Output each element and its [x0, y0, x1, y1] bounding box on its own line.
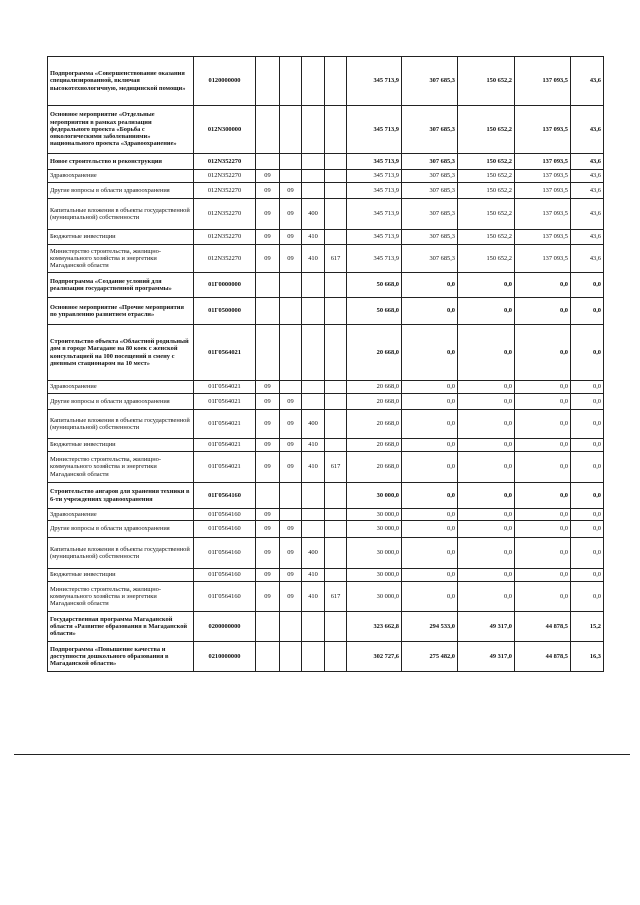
row-code-cell: 01Г0564160 [194, 509, 256, 521]
row-value-2-cell: 0,0 [402, 538, 458, 569]
row-expense-type-cell: 410 [302, 582, 325, 612]
row-name-cell: Основное мероприятие «Отдельные мероприятия в рамках реализации федерального проекта «Борьба с онкологическими заболеваниями» национального проекта «Здравоохранение» [48, 106, 194, 154]
row-value-4-cell: 137 093,5 [515, 106, 571, 154]
row-section-cell: 09 [256, 569, 280, 582]
row-expense-type-cell [302, 273, 325, 298]
row-section-cell: 09 [256, 245, 280, 273]
row-value-1-cell: 20 668,0 [347, 439, 402, 452]
row-subsection-cell [280, 57, 302, 106]
row-code-cell: 0210000000 [194, 642, 256, 672]
row-ministry-cell [325, 410, 347, 439]
row-code-cell: 012N352270 [194, 199, 256, 230]
row-subsection-cell [280, 154, 302, 170]
row-value-1-cell: 345 713,9 [347, 57, 402, 106]
row-expense-type-cell [302, 298, 325, 325]
row-value-4-cell: 0,0 [515, 452, 571, 483]
row-section-cell: 09 [256, 538, 280, 569]
row-name-cell: Подпрограмма «Совершенствование оказания специализированной, включая высокотехнологичную, медицинской помощи» [48, 57, 194, 106]
row-expense-type-cell [302, 154, 325, 170]
row-name-cell: Министерство строительства, жилищно-коммунального хозяйства и энергетики Магаданской области [48, 582, 194, 612]
row-value-1-cell: 20 668,0 [347, 381, 402, 394]
row-code-cell: 01Г0564160 [194, 582, 256, 612]
row-value-4-cell: 137 093,5 [515, 183, 571, 199]
row-value-4-cell: 0,0 [515, 394, 571, 410]
row-name-cell: Капитальные вложения в объекты государственной (муниципальной) собственности [48, 410, 194, 439]
row-code-cell: 01Г0000000 [194, 273, 256, 298]
row-value-1-cell: 50 668,0 [347, 298, 402, 325]
row-ministry-cell: 617 [325, 245, 347, 273]
row-ministry-cell [325, 381, 347, 394]
row-value-2-cell: 0,0 [402, 273, 458, 298]
row-expense-type-cell: 410 [302, 569, 325, 582]
row-value-1-cell: 345 713,9 [347, 154, 402, 170]
row-percent-cell: 15,2 [571, 612, 604, 642]
row-ministry-cell [325, 230, 347, 245]
row-value-4-cell: 137 093,5 [515, 199, 571, 230]
row-section-cell: 09 [256, 439, 280, 452]
row-value-4-cell: 0,0 [515, 538, 571, 569]
row-name-cell: Строительство объекта «Областной родильный дом в городе Магадане на 80 коек с женской консультацией на 100 посещений в смену с дневным стационаром на 10 мест» [48, 325, 194, 381]
row-expense-type-cell [302, 106, 325, 154]
row-subsection-cell [280, 170, 302, 183]
row-value-1-cell: 302 727,6 [347, 642, 402, 672]
table-row [48, 325, 604, 381]
row-subsection-cell: 09 [280, 521, 302, 538]
row-value-2-cell: 0,0 [402, 521, 458, 538]
row-subsection-cell: 09 [280, 410, 302, 439]
row-value-1-cell: 20 668,0 [347, 410, 402, 439]
row-value-4-cell: 0,0 [515, 509, 571, 521]
table-row [48, 170, 604, 183]
row-value-2-cell: 307 685,3 [402, 199, 458, 230]
row-value-2-cell: 0,0 [402, 452, 458, 483]
row-value-2-cell: 0,0 [402, 569, 458, 582]
row-value-1-cell: 30 000,0 [347, 582, 402, 612]
row-ministry-cell [325, 394, 347, 410]
row-expense-type-cell: 410 [302, 230, 325, 245]
row-percent-cell: 0,0 [571, 298, 604, 325]
row-section-cell [256, 483, 280, 509]
row-value-1-cell: 30 000,0 [347, 509, 402, 521]
row-expense-type-cell [302, 381, 325, 394]
row-subsection-cell: 09 [280, 394, 302, 410]
table-row [48, 452, 604, 483]
row-subsection-cell: 09 [280, 183, 302, 199]
row-value-4-cell: 0,0 [515, 483, 571, 509]
table-row [48, 154, 604, 170]
row-ministry-cell: 617 [325, 452, 347, 483]
row-value-3-cell: 0,0 [458, 439, 515, 452]
row-value-1-cell: 50 668,0 [347, 273, 402, 298]
row-value-3-cell: 150 652,2 [458, 183, 515, 199]
row-name-cell: Бюджетные инвестиции [48, 569, 194, 582]
row-percent-cell: 0,0 [571, 381, 604, 394]
row-ministry-cell [325, 298, 347, 325]
row-name-cell: Государственная программа Магаданской области «Развитие образования в Магаданской области» [48, 612, 194, 642]
row-value-2-cell: 307 685,3 [402, 170, 458, 183]
row-expense-type-cell [302, 642, 325, 672]
row-value-2-cell: 307 685,3 [402, 230, 458, 245]
row-ministry-cell [325, 439, 347, 452]
row-percent-cell: 43,6 [571, 199, 604, 230]
row-section-cell: 09 [256, 582, 280, 612]
row-section-cell [256, 273, 280, 298]
row-ministry-cell [325, 521, 347, 538]
row-value-1-cell: 323 662,8 [347, 612, 402, 642]
table-row [48, 521, 604, 538]
row-ministry-cell [325, 183, 347, 199]
row-code-cell: 01Г0500000 [194, 298, 256, 325]
row-percent-cell: 0,0 [571, 273, 604, 298]
row-percent-cell: 0,0 [571, 538, 604, 569]
row-value-3-cell: 0,0 [458, 298, 515, 325]
row-name-cell: Капитальные вложения в объекты государственной (муниципальной) собственности [48, 538, 194, 569]
row-section-cell: 09 [256, 381, 280, 394]
row-value-1-cell: 20 668,0 [347, 394, 402, 410]
row-value-4-cell: 0,0 [515, 381, 571, 394]
row-subsection-cell: 09 [280, 582, 302, 612]
row-expense-type-cell [302, 509, 325, 521]
row-section-cell: 09 [256, 183, 280, 199]
row-value-4-cell: 0,0 [515, 325, 571, 381]
row-percent-cell: 0,0 [571, 325, 604, 381]
row-value-4-cell: 0,0 [515, 569, 571, 582]
row-value-1-cell: 345 713,9 [347, 230, 402, 245]
row-value-1-cell: 30 000,0 [347, 521, 402, 538]
row-percent-cell: 43,6 [571, 170, 604, 183]
row-value-3-cell: 150 652,2 [458, 230, 515, 245]
row-percent-cell: 0,0 [571, 569, 604, 582]
row-expense-type-cell [302, 394, 325, 410]
row-percent-cell: 0,0 [571, 452, 604, 483]
row-value-2-cell: 307 685,3 [402, 154, 458, 170]
row-percent-cell: 0,0 [571, 509, 604, 521]
row-ministry-cell [325, 199, 347, 230]
table-row [48, 183, 604, 199]
table-row [48, 509, 604, 521]
row-value-3-cell: 0,0 [458, 273, 515, 298]
row-subsection-cell: 09 [280, 569, 302, 582]
row-value-2-cell: 275 482,0 [402, 642, 458, 672]
row-code-cell: 01Г0564160 [194, 538, 256, 569]
row-code-cell: 012N352270 [194, 183, 256, 199]
row-section-cell [256, 325, 280, 381]
row-name-cell: Бюджетные инвестиции [48, 439, 194, 452]
row-name-cell: Здравоохранение [48, 170, 194, 183]
row-value-2-cell: 0,0 [402, 509, 458, 521]
row-value-3-cell: 49 317,0 [458, 642, 515, 672]
row-ministry-cell [325, 642, 347, 672]
table-row [48, 483, 604, 509]
row-expense-type-cell: 410 [302, 439, 325, 452]
row-code-cell: 01Г0564160 [194, 569, 256, 582]
row-name-cell: Подпрограмма «Создание условий для реализации государственной программы» [48, 273, 194, 298]
row-value-3-cell: 0,0 [458, 569, 515, 582]
row-value-2-cell: 294 533,0 [402, 612, 458, 642]
row-code-cell: 01Г0564021 [194, 452, 256, 483]
row-value-4-cell: 0,0 [515, 582, 571, 612]
row-value-4-cell: 0,0 [515, 298, 571, 325]
row-percent-cell: 43,6 [571, 154, 604, 170]
row-percent-cell: 43,6 [571, 245, 604, 273]
row-value-2-cell: 307 685,3 [402, 183, 458, 199]
row-section-cell: 09 [256, 199, 280, 230]
row-section-cell [256, 57, 280, 106]
row-value-1-cell: 345 713,9 [347, 170, 402, 183]
table-row [48, 394, 604, 410]
row-ministry-cell [325, 538, 347, 569]
row-subsection-cell: 09 [280, 452, 302, 483]
row-section-cell: 09 [256, 394, 280, 410]
row-expense-type-cell [302, 612, 325, 642]
row-ministry-cell [325, 170, 347, 183]
row-value-1-cell: 345 713,9 [347, 183, 402, 199]
row-value-3-cell: 0,0 [458, 483, 515, 509]
row-value-3-cell: 150 652,2 [458, 154, 515, 170]
row-ministry-cell [325, 569, 347, 582]
row-expense-type-cell: 400 [302, 410, 325, 439]
row-subsection-cell [280, 612, 302, 642]
row-value-2-cell: 307 685,3 [402, 57, 458, 106]
row-value-3-cell: 150 652,2 [458, 199, 515, 230]
row-expense-type-cell: 410 [302, 452, 325, 483]
row-value-4-cell: 137 093,5 [515, 170, 571, 183]
row-section-cell: 09 [256, 521, 280, 538]
row-section-cell: 09 [256, 230, 280, 245]
row-subsection-cell: 09 [280, 538, 302, 569]
row-subsection-cell: 09 [280, 199, 302, 230]
row-value-3-cell: 0,0 [458, 521, 515, 538]
row-value-1-cell: 30 000,0 [347, 569, 402, 582]
row-value-3-cell: 0,0 [458, 582, 515, 612]
row-value-3-cell: 0,0 [458, 394, 515, 410]
row-value-2-cell: 0,0 [402, 381, 458, 394]
row-ministry-cell [325, 612, 347, 642]
row-section-cell: 09 [256, 170, 280, 183]
row-value-2-cell: 0,0 [402, 439, 458, 452]
row-ministry-cell [325, 325, 347, 381]
table-row [48, 439, 604, 452]
row-expense-type-cell [302, 325, 325, 381]
row-value-4-cell: 137 093,5 [515, 245, 571, 273]
row-section-cell [256, 642, 280, 672]
row-ministry-cell: 617 [325, 582, 347, 612]
row-percent-cell: 43,6 [571, 106, 604, 154]
table-row [48, 106, 604, 154]
row-expense-type-cell: 410 [302, 245, 325, 273]
row-name-cell: Министерство строительства, жилищно-коммунального хозяйства и энергетики Магаданской области [48, 245, 194, 273]
row-name-cell: Другие вопросы в области здравоохранения [48, 394, 194, 410]
row-expense-type-cell [302, 57, 325, 106]
row-section-cell: 09 [256, 410, 280, 439]
row-ministry-cell [325, 57, 347, 106]
row-value-2-cell: 307 685,3 [402, 106, 458, 154]
row-subsection-cell [280, 298, 302, 325]
row-code-cell: 01Г0564160 [194, 521, 256, 538]
table-row [48, 642, 604, 672]
row-name-cell: Министерство строительства, жилищно-коммунального хозяйства и энергетики Магаданской области [48, 452, 194, 483]
row-ministry-cell [325, 483, 347, 509]
row-value-3-cell: 150 652,2 [458, 57, 515, 106]
row-value-4-cell: 0,0 [515, 521, 571, 538]
row-section-cell [256, 612, 280, 642]
row-expense-type-cell: 400 [302, 538, 325, 569]
row-value-1-cell: 30 000,0 [347, 483, 402, 509]
table-row [48, 569, 604, 582]
budget-table [47, 56, 604, 672]
row-value-3-cell: 0,0 [458, 325, 515, 381]
row-value-4-cell: 137 093,5 [515, 57, 571, 106]
row-value-2-cell: 0,0 [402, 394, 458, 410]
row-value-4-cell: 0,0 [515, 439, 571, 452]
row-percent-cell: 0,0 [571, 483, 604, 509]
row-expense-type-cell [302, 170, 325, 183]
table-row [48, 298, 604, 325]
table-row [48, 199, 604, 230]
row-value-4-cell: 0,0 [515, 273, 571, 298]
row-percent-cell: 0,0 [571, 410, 604, 439]
row-value-3-cell: 150 652,2 [458, 245, 515, 273]
row-expense-type-cell [302, 183, 325, 199]
row-subsection-cell: 09 [280, 245, 302, 273]
table-row [48, 273, 604, 298]
row-name-cell: Подпрограмма «Повышение качества и доступности дошкольного образования в Магаданской области» [48, 642, 194, 672]
row-percent-cell: 43,6 [571, 183, 604, 199]
row-percent-cell: 43,6 [571, 230, 604, 245]
row-value-4-cell: 137 093,5 [515, 230, 571, 245]
row-subsection-cell [280, 325, 302, 381]
row-value-4-cell: 44 878,5 [515, 642, 571, 672]
row-percent-cell: 0,0 [571, 394, 604, 410]
row-value-3-cell: 150 652,2 [458, 170, 515, 183]
row-code-cell: 012N352270 [194, 245, 256, 273]
row-subsection-cell: 09 [280, 439, 302, 452]
row-subsection-cell [280, 381, 302, 394]
row-code-cell: 0200000000 [194, 612, 256, 642]
row-section-cell [256, 106, 280, 154]
row-code-cell: 01Г0564021 [194, 381, 256, 394]
table-row [48, 582, 604, 612]
row-value-1-cell: 30 000,0 [347, 538, 402, 569]
table-row [48, 230, 604, 245]
row-percent-cell: 0,0 [571, 582, 604, 612]
row-subsection-cell [280, 509, 302, 521]
row-name-cell: Новое строительство и реконструкция [48, 154, 194, 170]
row-code-cell: 012N352270 [194, 230, 256, 245]
row-subsection-cell [280, 273, 302, 298]
row-name-cell: Другие вопросы в области здравоохранения [48, 183, 194, 199]
row-subsection-cell [280, 106, 302, 154]
row-value-3-cell: 49 317,0 [458, 612, 515, 642]
row-name-cell: Строительство ангаров для хранения техники в 6-ти учреждениях здравоохранения [48, 483, 194, 509]
table-row [48, 381, 604, 394]
row-name-cell: Здравоохранение [48, 381, 194, 394]
table-row [48, 538, 604, 569]
row-value-2-cell: 0,0 [402, 410, 458, 439]
table-row [48, 612, 604, 642]
row-expense-type-cell: 400 [302, 199, 325, 230]
row-section-cell [256, 298, 280, 325]
table-row [48, 410, 604, 439]
row-subsection-cell [280, 483, 302, 509]
row-value-3-cell: 0,0 [458, 509, 515, 521]
row-value-3-cell: 0,0 [458, 452, 515, 483]
row-value-1-cell: 345 713,9 [347, 106, 402, 154]
row-code-cell: 01Г0564021 [194, 394, 256, 410]
row-value-2-cell: 0,0 [402, 298, 458, 325]
row-value-1-cell: 20 668,0 [347, 452, 402, 483]
row-code-cell: 0120000000 [194, 57, 256, 106]
row-code-cell: 01Г0564021 [194, 439, 256, 452]
row-ministry-cell [325, 273, 347, 298]
row-ministry-cell [325, 154, 347, 170]
row-percent-cell: 0,0 [571, 521, 604, 538]
row-name-cell: Здравоохранение [48, 509, 194, 521]
row-percent-cell: 0,0 [571, 439, 604, 452]
row-value-3-cell: 0,0 [458, 538, 515, 569]
row-code-cell: 01Г0564160 [194, 483, 256, 509]
row-percent-cell: 43,6 [571, 57, 604, 106]
table-row [48, 57, 604, 106]
row-code-cell: 01Г0564021 [194, 325, 256, 381]
table-body [48, 57, 604, 672]
row-value-4-cell: 44 878,5 [515, 612, 571, 642]
row-ministry-cell [325, 509, 347, 521]
row-percent-cell: 16,3 [571, 642, 604, 672]
row-value-1-cell: 20 668,0 [347, 325, 402, 381]
row-value-1-cell: 345 713,9 [347, 199, 402, 230]
row-section-cell: 09 [256, 452, 280, 483]
row-section-cell: 09 [256, 509, 280, 521]
row-code-cell: 012N300000 [194, 106, 256, 154]
row-value-2-cell: 0,0 [402, 582, 458, 612]
page-divider-line [14, 754, 630, 755]
row-name-cell: Другие вопросы в области здравоохранения [48, 521, 194, 538]
row-value-3-cell: 150 652,2 [458, 106, 515, 154]
row-code-cell: 01Г0564021 [194, 410, 256, 439]
row-value-4-cell: 0,0 [515, 410, 571, 439]
row-value-1-cell: 345 713,9 [347, 245, 402, 273]
row-value-2-cell: 0,0 [402, 483, 458, 509]
row-value-4-cell: 137 093,5 [515, 154, 571, 170]
row-ministry-cell [325, 106, 347, 154]
table-row [48, 245, 604, 273]
row-value-2-cell: 0,0 [402, 325, 458, 381]
row-expense-type-cell [302, 483, 325, 509]
row-name-cell: Основное мероприятие «Прочие мероприятия по управлению развитием отрасли» [48, 298, 194, 325]
row-value-3-cell: 0,0 [458, 410, 515, 439]
row-subsection-cell: 09 [280, 230, 302, 245]
row-subsection-cell [280, 642, 302, 672]
row-name-cell: Капитальные вложения в объекты государственной (муниципальной) собственности [48, 199, 194, 230]
row-expense-type-cell [302, 521, 325, 538]
row-section-cell [256, 154, 280, 170]
row-name-cell: Бюджетные инвестиции [48, 230, 194, 245]
row-code-cell: 012N352270 [194, 154, 256, 170]
row-value-2-cell: 307 685,3 [402, 245, 458, 273]
row-value-3-cell: 0,0 [458, 381, 515, 394]
row-code-cell: 012N352270 [194, 170, 256, 183]
